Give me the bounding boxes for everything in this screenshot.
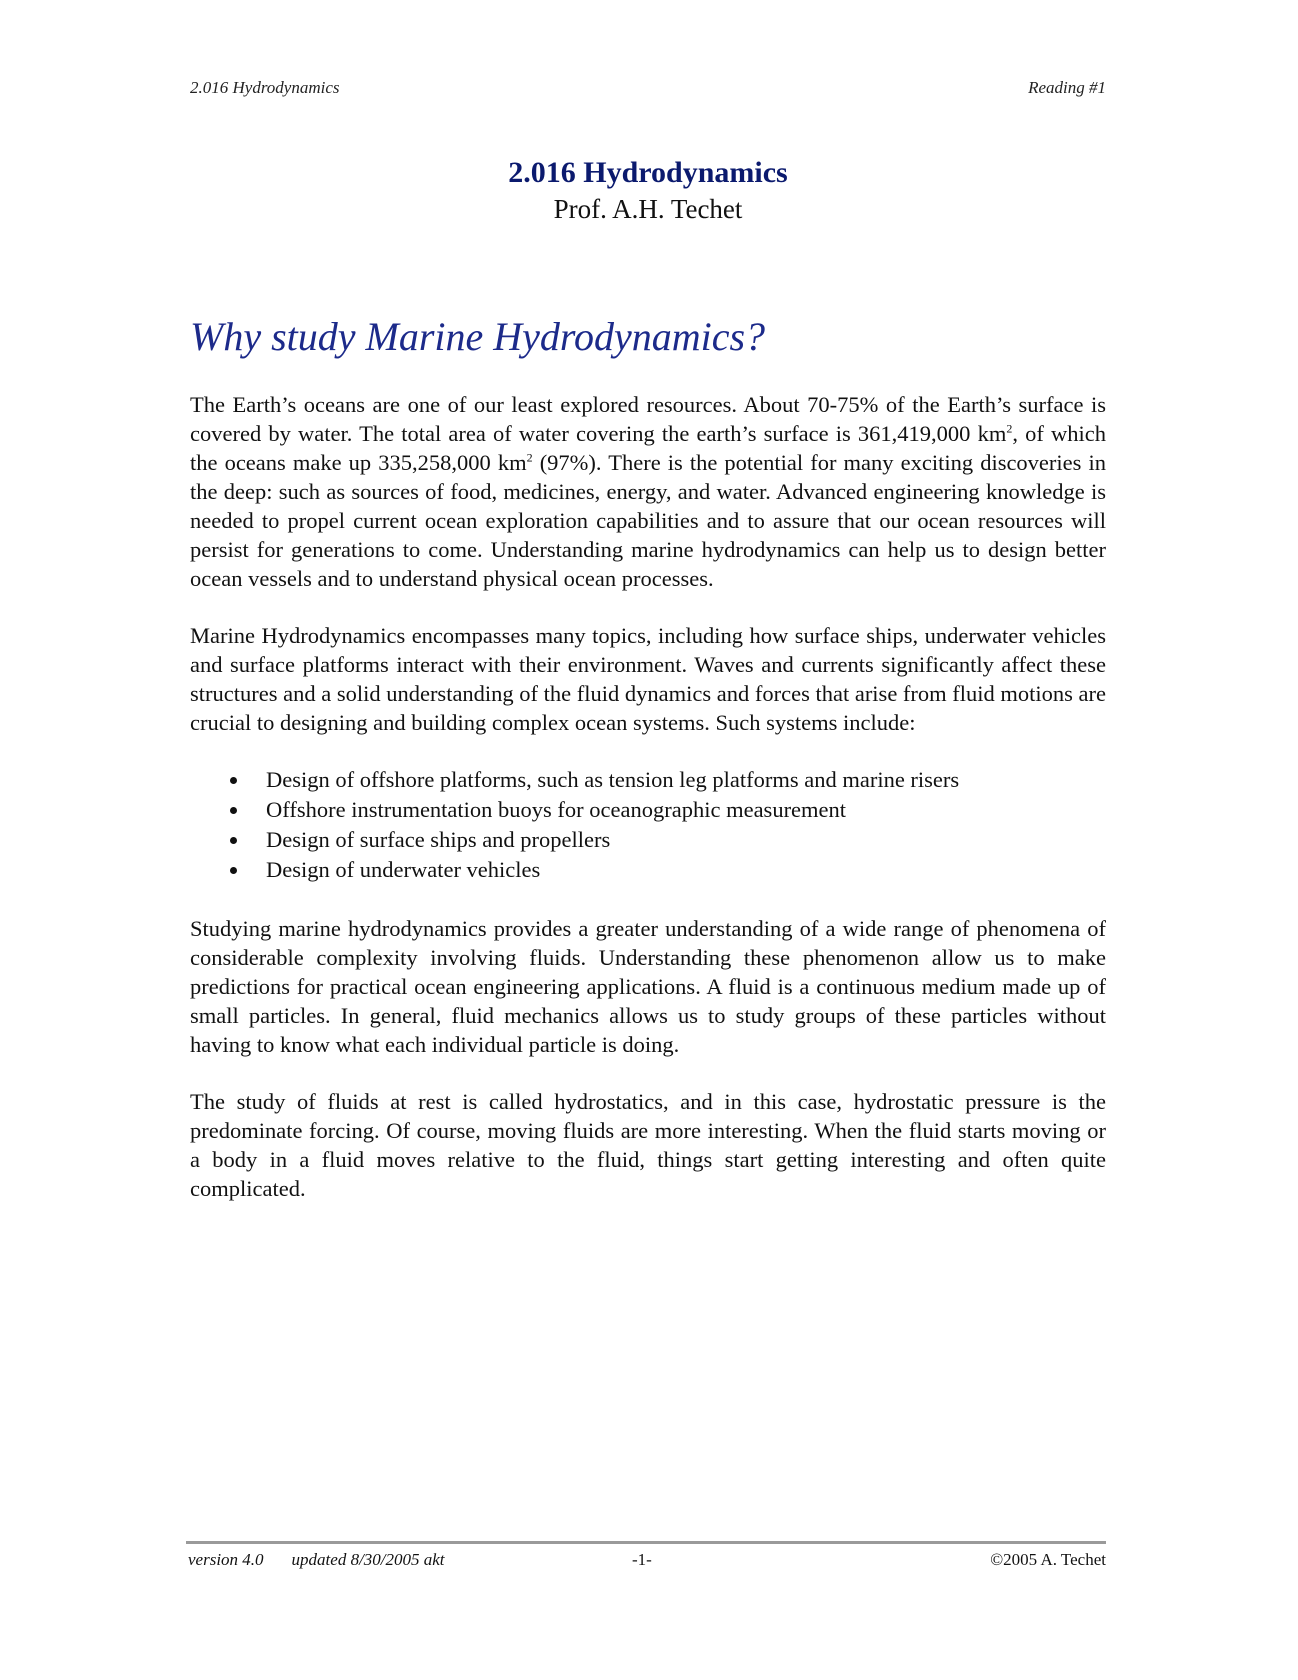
running-header [190, 78, 1106, 102]
list-item-text: Design of surface ships and propellers [266, 827, 611, 852]
footer-version: version 4.0 [188, 1550, 264, 1569]
body-text [190, 390, 1106, 1231]
paragraph-hydrostatics: The study of fluids at rest is called hydrostatics, and in this case, hydrostatic pressure is the predominate forcing. Of course, moving fluids are more interesting. When the fluid starts moving or a body in a fluid moves relative to the fluid, things start getting interesting and often quite complicated. [190, 1089, 1106, 1201]
bullet-icon [230, 807, 237, 814]
document-author: Prof. A.H. Techet [553, 194, 743, 224]
bullet-icon [230, 867, 237, 874]
bullet-icon [230, 837, 237, 844]
footer-version-info [188, 1550, 445, 1570]
bullet-icon [230, 777, 237, 784]
header-course-title: 2.016 Hydrodynamics [190, 78, 340, 97]
list-item-text: Offshore instrumentation buoys for oceanographic measurement [266, 797, 847, 822]
list-item-text: Design of offshore platforms, such as tension leg platforms and marine risers [266, 767, 960, 792]
list-item [190, 825, 1106, 855]
superscript-squared: 2 [526, 450, 533, 465]
paragraph-oceans-part-a: The Earth’s oceans are one of our least explored resources. About 70-75% of the Earth’s surface is covered by water. The total area of water covering the earth’s surface is 361,419,000 km [190, 392, 1106, 446]
superscript-squared: 2 [1006, 421, 1013, 436]
paragraph-oceans-part-c: (97%). There is the potential for many exciting discoveries in the deep: such as sources of food, medicines, energy, and water. Advanced engineering knowledge is needed to propel current ocean exploration capabilities and to assure that our ocean resources will persist for generations to come. Understanding marine hydrodynamics can help us to design better ocean vessels and to understand physical ocean processes. [190, 450, 1106, 591]
list-item [190, 795, 1106, 825]
footer-copyright: ©2005 A. Techet [990, 1550, 1106, 1569]
paragraph-topics: Marine Hydrodynamics encompasses many topics, including how surface ships, underwater vehicles and surface platforms interact with their environment. Waves and currents significantly affect these structures and a solid understanding of the fluid dynamics and forces that arise from fluid motions are crucial to designing and building complex ocean systems. Such systems include: [190, 623, 1107, 735]
section-heading: Why study Marine Hydrodynamics? [190, 314, 766, 359]
page-footer [186, 1541, 1106, 1572]
footer-page-number: -1- [632, 1550, 652, 1569]
list-item [190, 855, 1106, 885]
paragraph-oceans-part-b: , of which the oceans make up 335,258,000 km [190, 421, 1106, 475]
list-item [190, 765, 1106, 795]
header-reading-number: Reading #1 [1028, 78, 1106, 97]
paragraph-phenomena: Studying marine hydrodynamics provides a greater understanding of a wide range of phenomena of considerable complexity involving fluids. Understanding these phenomenon allow us to make predictions for practical ocean engineering applications. A fluid is a continuous medium made up of small particles. In general, fluid mechanics allows us to study groups of these particles without having to know what each individual particle is doing. [190, 916, 1106, 1057]
title-block [190, 154, 1106, 226]
systems-list [190, 765, 1106, 885]
list-item-text: Design of underwater vehicles [266, 857, 541, 882]
paragraph-oceans [190, 390, 1106, 593]
document-title: 2.016 Hydrodynamics [508, 156, 788, 189]
footer-updated: updated 8/30/2005 akt [291, 1550, 445, 1569]
